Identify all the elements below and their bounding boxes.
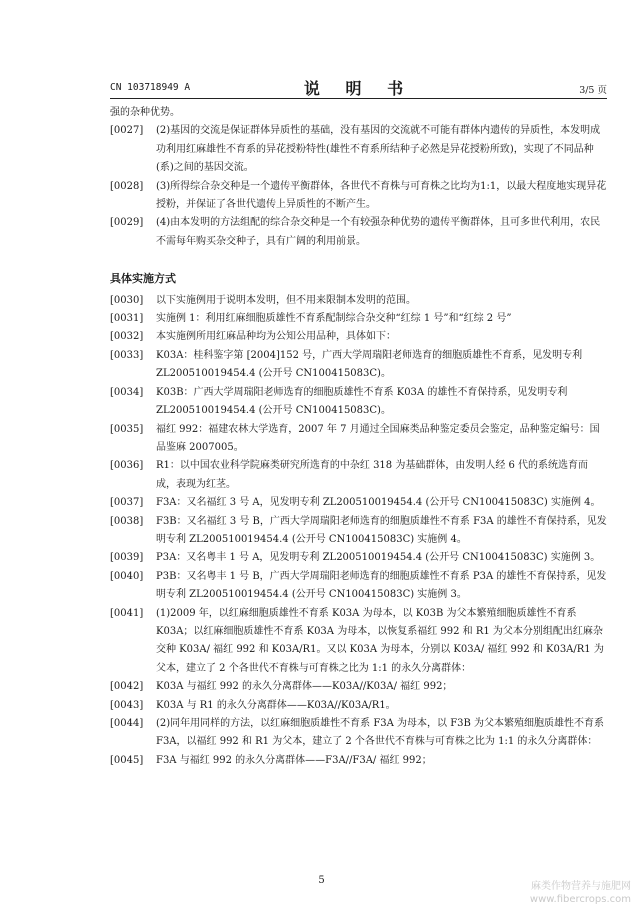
watermark-site-name: 麻类作物营养与施肥网 <box>531 881 631 892</box>
paragraph-text: F3A：又名福红 3 号 A，见发明专利 ZL200510019454.4 (公开号 CN100415083C) 实施例 4。 <box>156 497 601 509</box>
paragraph <box>110 605 607 679</box>
paragraph <box>110 178 607 215</box>
paragraph-number: [0040] <box>110 570 144 582</box>
paragraph-number: [0030] <box>110 294 144 306</box>
paragraph-number: [0027] <box>110 125 144 137</box>
paragraph <box>110 384 607 421</box>
paragraph-text: 福红 992：福建农林大学选育，2007 年 7 月通过全国麻类品种鉴定委员会鉴定，品种鉴定编号：国品鉴麻 2007005。 <box>156 423 600 453</box>
paragraph-number: [0031] <box>110 313 144 325</box>
paragraphs-before <box>110 104 607 251</box>
paragraph-text: R1：以中国农业科学院麻类研究所选育的中杂红 318 为基础群体，由发明人经 6 代的系统选育而成，表现为红茎。 <box>156 460 589 490</box>
paragraph-number: [0041] <box>110 607 144 619</box>
paragraph <box>110 457 607 494</box>
paragraph-number: [0045] <box>110 754 144 766</box>
paragraph <box>110 421 607 458</box>
paragraph-number: [0034] <box>110 386 144 398</box>
paragraph-text: (3)所得综合杂交种是一个遗传平衡群体，各世代不育株与可育株之比均为1:1，以最大程度地实现异花授粉，并保证了各世代遗传上异质性的不断产生。 <box>156 180 607 211</box>
paragraph-text: 实施例 1：利用红麻细胞质雄性不育系配制综合杂交种“红综 1 号”和“红综 2 号” <box>156 313 512 325</box>
paragraph-number: [0035] <box>110 423 144 435</box>
document-title: 说 明 书 <box>303 79 414 98</box>
paragraph <box>110 513 607 550</box>
paragraph-number: [0037] <box>110 497 144 509</box>
paragraph <box>110 494 607 512</box>
paragraph-number: [0039] <box>110 552 144 564</box>
watermark-url: www.fibercrops.com <box>529 894 631 905</box>
page-number: 5 <box>318 875 325 886</box>
paragraph-text: 以下实施例用于说明本发明，但不用来限制本发明的范围。 <box>156 294 416 306</box>
paragraph <box>110 310 607 328</box>
paragraph <box>110 697 607 715</box>
paragraph-text: P3A：又名粤丰 1 号 A，见发明专利 ZL200510019454.4 (公开号 CN100415083C) 实施例 3。 <box>156 552 601 564</box>
paragraph-text: K03A：桂科鉴字第 [2004]152 号，广西大学周瑞阳老师选育的细胞质雄性不育系，见发明专利 ZL200510019454.4 (公开号 CN100415083C)。 <box>156 349 583 380</box>
paragraph-text: K03B：广西大学周瑞阳老师选育的细胞质雄性不育系 K03A 的雄性不育保持系，见发明专利 ZL200510019454.4 (公开号 CN100415083C)。 <box>156 386 568 417</box>
paragraph-text: F3B：又名福红 3 号 B，广西大学周瑞阳老师选育的细胞质雄性不育系 F3A 的雄性不育保持系，见发明专利 ZL200510019454.4 (公开号 CN100415083C) 实施例 4。 <box>156 515 607 545</box>
paragraph-number: [0044] <box>110 718 144 729</box>
paragraph <box>110 292 607 310</box>
paragraph-text: (4)由本发明的方法组配的综合杂交种是一个有较强杂种优势的遗传平衡群体，且可多世代利用，农民不需每年购买杂交种子，具有广阔的利用前景。 <box>156 217 601 247</box>
paragraph-number: [0033] <box>110 349 144 361</box>
paragraph-number: [0028] <box>110 180 144 192</box>
paragraph <box>110 715 607 752</box>
watermark <box>530 880 631 906</box>
paragraph-text: K03A 与 R1 的永久分离群体——K03A//K03A/R1。 <box>156 699 396 711</box>
paragraph-text: P3B：又名粤丰 1 号 B，广西大学周瑞阳老师选育的细胞质雄性不育系 P3A 的雄性不育保持系，见发明专利 ZL200510019454.4 (公开号 CN100415083C) 实施例 3。 <box>156 570 607 601</box>
page-header <box>110 76 607 98</box>
header-rule <box>110 98 607 99</box>
paragraph-number: [0029] <box>110 217 144 229</box>
paragraph-text: (2)同年用同样的方法，以红麻细胞质雄性不育系 F3A 为母本，以 F3B 为父本繁殖细胞质雄性不育系 F3A，以福红 992 和 R1 为父本，建立了 2 个各世代不育株与可育株之比为 1:1 的永久分离群体： <box>156 718 605 748</box>
paragraph-number: [0036] <box>110 460 144 472</box>
paragraph-text: (2)基因的交流是保证群体异质性的基础，没有基因的交流就不可能有群体内遗传的异质性，本发明成功利用红麻雄性不育系的异花授粉特性(雄性不育系所结种子必然是异花授粉所致)，实现了不同品种(系)之间的基因交流。 <box>156 125 601 174</box>
paragraph-text: K03A 与福红 992 的永久分离群体——K03A//K03A/ 福红 992； <box>156 681 453 693</box>
paragraph-number: [0032] <box>110 331 144 343</box>
paragraph <box>110 347 607 384</box>
paragraph-text: (1)2009 年，以红麻细胞质雄性不育系 K03A 为母本，以 K03B 为父本繁殖细胞质雄性不育系 K03A；以红麻细胞质雄性不育系 K03A 为母本，以恢复系福红 992 和 R1 为父本分别组配出红麻杂交种 K03A/ 福红 992 和 K03A/R1。又以 K03A 为母本，分别以 K03A/ 福红 992 和 K03A/R1 为父本，建立了 2 个各世代不育株与可育株之比为 1:1 的永久分离群体： <box>156 607 604 674</box>
paragraph <box>110 752 607 770</box>
paragraph-number: [0043] <box>110 699 144 711</box>
patent-number: CN 103718949 A <box>110 82 191 93</box>
paragraph <box>110 214 607 251</box>
paragraph <box>110 568 607 605</box>
document-body <box>110 104 607 770</box>
paragraph-number: [0038] <box>110 515 144 527</box>
paragraphs-after <box>110 292 607 771</box>
paragraph-text: F3A 与福红 992 的永久分离群体——F3A//F3A/ 福红 992； <box>156 754 432 766</box>
continuation-text: 强的杂种优势。 <box>110 107 180 118</box>
section-title: 具体实施方式 <box>110 272 176 286</box>
paragraph <box>110 122 607 177</box>
paragraph <box>110 328 607 346</box>
paragraph-number: [0042] <box>110 681 144 693</box>
paragraph <box>110 549 607 567</box>
paragraph-text: 本实施例所用红麻品种均为公知公用品种，具体如下： <box>156 331 396 343</box>
page-info: 3/5 页 <box>579 85 607 96</box>
paragraph <box>110 678 607 696</box>
